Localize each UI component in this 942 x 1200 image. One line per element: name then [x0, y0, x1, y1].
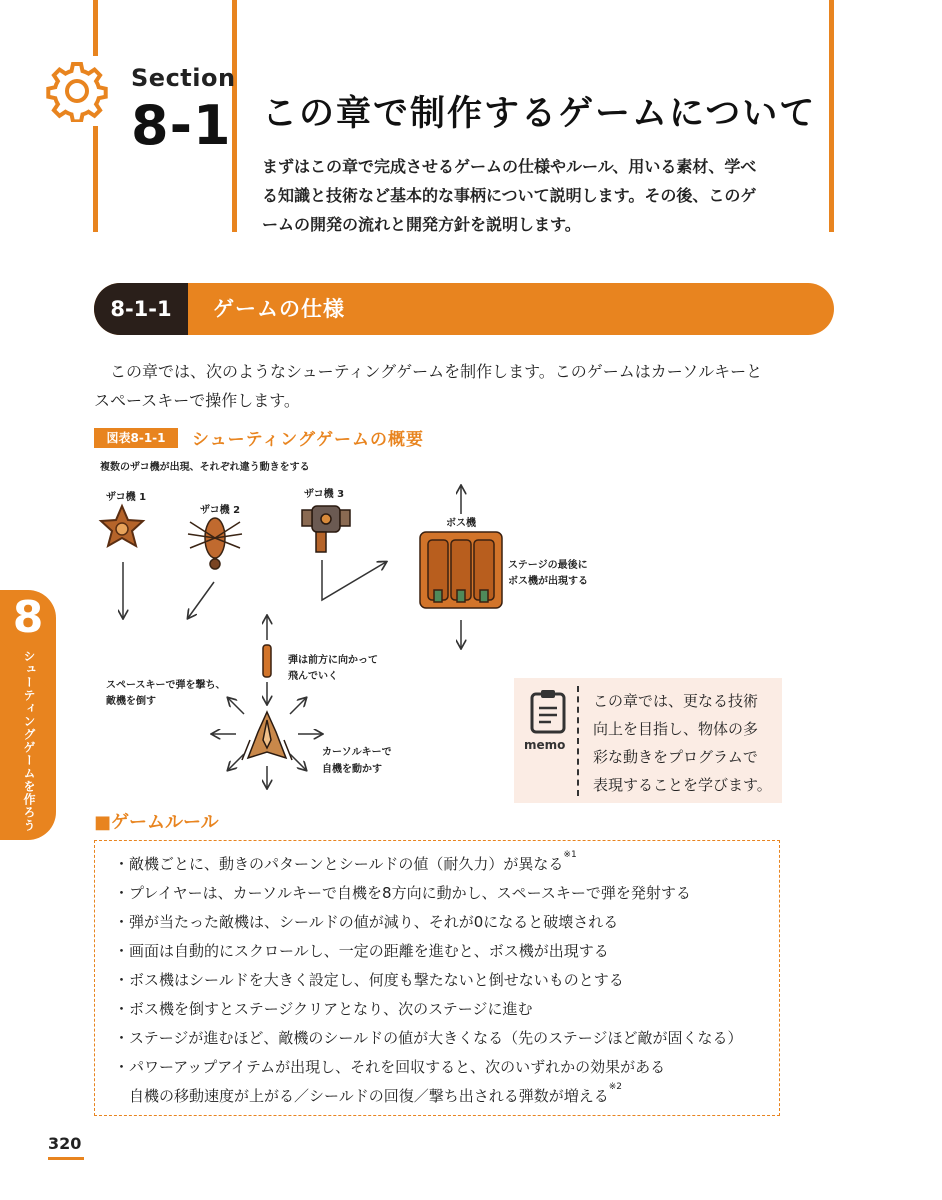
bullet-note-line: 飛んでいく	[288, 671, 338, 682]
enemy-2-label: ザコ機 2	[200, 505, 241, 516]
boss-note-line: ステージの最後に	[508, 560, 588, 571]
cursor-note-line: 自機を動かす	[322, 764, 382, 775]
rule-item: ・パワーアップアイテムが出現し、それを回収すると、次のいずれかの効果がある	[114, 1058, 666, 1076]
enemy-1-sprite	[101, 506, 143, 546]
memo-line: 向上を目指し、物体の多	[593, 720, 759, 738]
rule-text: 自機の移動速度が上がる／シールドの回復／撃ち出される弾数が増える	[114, 1087, 609, 1105]
memo-text	[593, 687, 778, 799]
boss-label: ボス機	[446, 518, 476, 529]
section-number: 8-1	[131, 94, 232, 157]
boss-note-line: ボス機が出現する	[508, 576, 588, 587]
bullet-note-line: 弾は前方に向かって	[288, 655, 378, 666]
paragraph-line: スペースキーで操作します。	[94, 391, 300, 410]
intro-line: まずはこの章で完成させるゲームの仕様やルール、用いる素材、学べ	[262, 157, 757, 176]
rule-item: ・ボス機を倒すとステージクリアとなり、次のステージに進む	[114, 1000, 533, 1018]
chapter-number: 8	[12, 592, 44, 643]
body-paragraph	[94, 357, 794, 415]
page-number: 320	[48, 1134, 82, 1153]
header-rule-middle	[232, 0, 237, 232]
rule-item	[114, 1082, 622, 1106]
space-note-line: スペースキーで弾を撃ち、	[106, 680, 226, 691]
cursor-note-line: カーソルキーで	[322, 747, 392, 758]
rule-text: ・敵機ごとに、動きのパターンとシールドの値（耐久力）が異なる	[114, 855, 564, 873]
enemy-3-label: ザコ機 3	[304, 489, 345, 500]
memo-line: 表現することを学びます。	[593, 776, 772, 794]
subsection-number: 8-1-1	[94, 283, 188, 335]
section-intro	[262, 152, 790, 239]
enemy-2-sprite	[188, 518, 242, 569]
enemy-1-label: ザコ機 1	[106, 492, 147, 503]
page-number-underline	[48, 1157, 84, 1160]
rule-item: ・ボス機はシールドを大きく設定し、何度も撃たないと倒せないものとする	[114, 971, 624, 989]
figure-illustration	[90, 470, 530, 810]
rule-item: ・弾が当たった敵機は、シールドの値が減り、それが0になると破壊される	[114, 913, 619, 931]
figure-title: シューティングゲームの概要	[192, 430, 424, 450]
gear-icon	[46, 60, 108, 122]
chapter-title-vertical: シューティングゲームを作ろう	[22, 650, 36, 832]
figure-label: 図表8-1-1	[94, 428, 178, 448]
memo-divider	[577, 686, 579, 796]
player-ship-sprite	[242, 712, 292, 760]
boss-sprite	[420, 532, 502, 608]
clipboard-icon	[528, 688, 568, 736]
footnote-mark: ※2	[608, 1082, 622, 1092]
movement-arrows	[123, 486, 461, 788]
subsection-title: ゲームの仕様	[213, 297, 345, 321]
enemy-3-sprite	[302, 506, 350, 552]
header-rule-right	[829, 0, 834, 232]
rule-item	[114, 850, 577, 874]
page-title: この章で制作するゲームについて	[262, 94, 817, 134]
subsection-bar	[94, 283, 834, 335]
rule-item: ・画面は自動的にスクロールし、一定の距離を進むと、ボス機が出現する	[114, 942, 609, 960]
footnote-mark: ※1	[563, 850, 577, 860]
memo-line: この章では、更なる技術	[593, 692, 759, 710]
figure-caption: 複数のザコ機が出現、それぞれ違う動きをする	[100, 462, 310, 473]
bullet-sprite	[263, 645, 271, 677]
intro-line: る知識と技術など基本的な事柄について説明します。その後、このゲ	[262, 186, 757, 205]
memo-label: memo	[524, 738, 566, 752]
paragraph-line: この章では、次のようなシューティングゲームを制作します。このゲームはカーソルキーと	[94, 362, 763, 381]
intro-line: ームの開発の流れと開発方針を説明します。	[262, 215, 581, 234]
rule-item: ・プレイヤーは、カーソルキーで自機を8方向に動かし、スペースキーで弾を発射する	[114, 884, 691, 902]
section-label: Section	[131, 64, 236, 92]
rules-heading: ■ゲームルール	[94, 812, 219, 833]
memo-line: 彩な動きをプログラムで	[593, 748, 758, 766]
space-note-line: 敵機を倒す	[106, 696, 156, 707]
rule-item: ・ステージが進むほど、敵機のシールドの値が大きくなる（先のステージほど敵が固くなる）	[114, 1029, 743, 1047]
